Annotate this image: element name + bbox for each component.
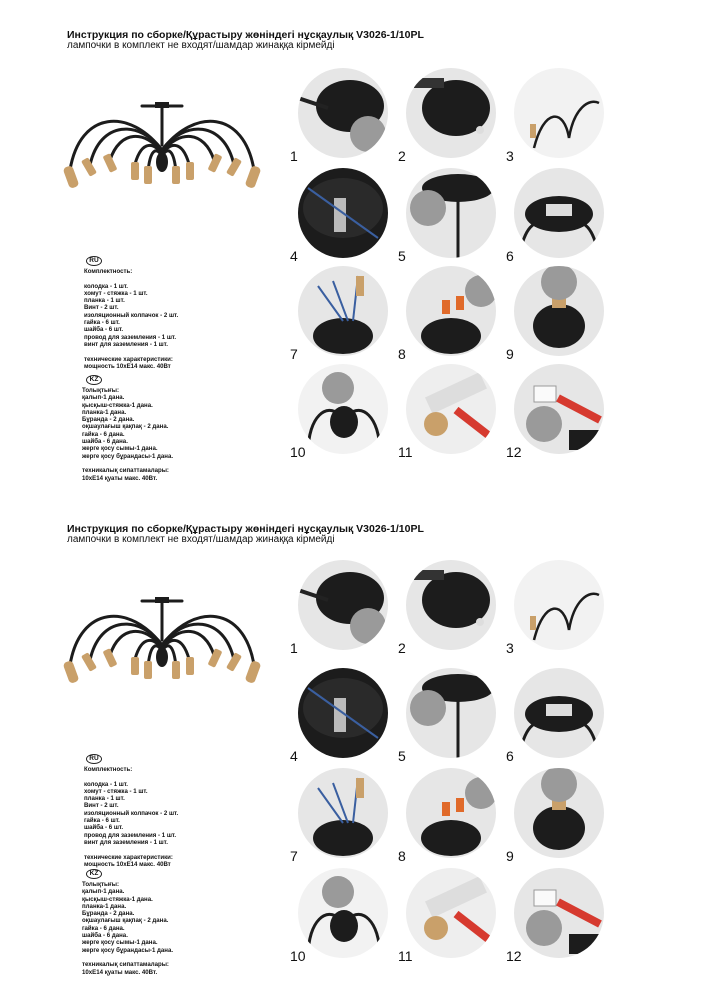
step-number: 11 xyxy=(398,948,413,964)
ru-language-badge: RU xyxy=(86,256,102,266)
assembly-step-11 xyxy=(398,364,496,462)
assembly-step-5 xyxy=(398,168,496,266)
step-number: 7 xyxy=(290,346,298,362)
step-photo xyxy=(406,560,496,650)
step-number: 6 xyxy=(506,748,514,764)
step-photo xyxy=(406,868,496,958)
kz-language-badge: KZ xyxy=(86,869,102,879)
step-photo xyxy=(298,868,388,958)
ru-specification-text: Комплектность: колодка - 1 шт. хомут - стяжка - 1 шт. планка - 1 шт. Винт - 2 шт. изоляционный колпачок - 2 шт. гайка - 6 шт. шайба - 6 шт. провод для заземления - 1 шт. винт для заземления - 1 шт. технические характеристики: мощность 10хЕ14 макс. 40Вт xyxy=(84,268,179,370)
step-photo xyxy=(298,68,388,158)
step-photo xyxy=(406,168,496,258)
step-number: 4 xyxy=(290,748,298,764)
step-number: 5 xyxy=(398,748,406,764)
assembly-step-6 xyxy=(506,168,604,266)
step-number: 12 xyxy=(506,444,522,460)
step-number: 12 xyxy=(506,948,522,964)
ru-specification-text: Комплектность: колодка - 1 шт. хомут - стяжка - 1 шт. планка - 1 шт. Винт - 2 шт. изоляционный колпачок - 2 шт. гайка - 6 шт. шайба - 6 шт. провод для заземления - 1 шт. винт для заземления - 1 шт. технические характеристики: мощность 10хЕ14 макс. 40Вт xyxy=(84,766,179,868)
step-photo xyxy=(514,868,604,958)
step-photo xyxy=(406,68,496,158)
step-number: 5 xyxy=(398,248,406,264)
assembly-step-5 xyxy=(398,668,496,766)
assembly-step-9 xyxy=(506,768,604,866)
page-subtitle: лампочки в комплект не входят/шамдар жинаққа кірмейді xyxy=(67,40,335,51)
step-number: 10 xyxy=(290,444,306,460)
step-number: 8 xyxy=(398,848,406,864)
step-photo xyxy=(298,668,388,758)
assembly-step-7 xyxy=(290,266,388,364)
step-photo xyxy=(406,768,496,858)
ru-language-badge: RU xyxy=(86,754,102,764)
assembly-step-3 xyxy=(506,68,604,166)
step-photo xyxy=(298,560,388,650)
step-number: 9 xyxy=(506,848,514,864)
step-photo xyxy=(514,668,604,758)
kz-specification-text: Толықтығы: қалып-1 дана. қысқыш-стяжка-1 дана. планка-1 дана. Бұранда - 2 дана. оқшаулағыш қақпақ - 2 дана. гайка - 6 дана. шайба - 6 дана. жерге қосу сымы-1 дана. жерге қосу бұрандасы-1 дана. техникалық сипаттамалары: 10хЕ14 қуаты макс. 40Вт. xyxy=(82,881,174,976)
step-photo xyxy=(406,668,496,758)
assembly-step-12 xyxy=(506,868,604,966)
step-number: 11 xyxy=(398,444,413,460)
assembly-step-8 xyxy=(398,266,496,364)
page-subtitle: лампочки в комплект не входят/шамдар жинаққа кірмейді xyxy=(67,534,335,545)
page-title: Инструкция по сборке/Құрастыру жөніндегі нұсқаулық V3026-1/10PL xyxy=(67,523,424,535)
assembly-step-10 xyxy=(290,868,388,966)
step-number: 3 xyxy=(506,640,514,656)
step-number: 10 xyxy=(290,948,306,964)
assembly-step-3 xyxy=(506,560,604,658)
chandelier-illustration xyxy=(60,585,275,720)
assembly-step-11 xyxy=(398,868,496,966)
assembly-step-8 xyxy=(398,768,496,866)
step-photo xyxy=(298,768,388,858)
step-number: 9 xyxy=(506,346,514,362)
assembly-step-6 xyxy=(506,668,604,766)
step-photo xyxy=(298,168,388,258)
assembly-step-1 xyxy=(290,560,388,658)
step-number: 2 xyxy=(398,148,406,164)
assembly-step-10 xyxy=(290,364,388,462)
step-number: 3 xyxy=(506,148,514,164)
step-number: 1 xyxy=(290,148,298,164)
step-photo xyxy=(514,266,604,356)
instruction-section-2 xyxy=(0,498,707,978)
instruction-section-1 xyxy=(0,0,707,480)
step-photo xyxy=(514,364,604,454)
step-photo xyxy=(514,168,604,258)
step-photo xyxy=(406,364,496,454)
step-number: 7 xyxy=(290,848,298,864)
step-photo xyxy=(298,364,388,454)
kz-specification-text: Толықтығы: қалып-1 дана. қысқыш-стяжка-1 дана. планка-1 дана. Бұранда - 2 дана. оқшаулағыш қақпақ - 2 дана. гайка - 6 дана. шайба - 6 дана. жерге қосу сымы-1 дана. жерге қосу бұрандасы-1 дана. техникалық сипаттамалары: 10хЕ14 қуаты макс. 40Вт. xyxy=(82,387,174,482)
kz-language-badge: KZ xyxy=(86,375,102,385)
assembly-step-4 xyxy=(290,668,388,766)
step-number: 2 xyxy=(398,640,406,656)
assembly-step-2 xyxy=(398,68,496,166)
step-number: 4 xyxy=(290,248,298,264)
step-photo xyxy=(298,266,388,356)
assembly-step-9 xyxy=(506,266,604,364)
step-photo xyxy=(514,560,604,650)
step-number: 1 xyxy=(290,640,298,656)
step-photo xyxy=(514,768,604,858)
step-photo xyxy=(514,68,604,158)
assembly-step-7 xyxy=(290,768,388,866)
step-photo xyxy=(406,266,496,356)
chandelier-illustration xyxy=(60,90,275,225)
assembly-step-1 xyxy=(290,68,388,166)
assembly-step-4 xyxy=(290,168,388,266)
assembly-step-2 xyxy=(398,560,496,658)
step-number: 8 xyxy=(398,346,406,362)
step-number: 6 xyxy=(506,248,514,264)
page-title: Инструкция по сборке/Құрастыру жөніндегі нұсқаулық V3026-1/10PL xyxy=(67,29,424,41)
assembly-step-12 xyxy=(506,364,604,462)
